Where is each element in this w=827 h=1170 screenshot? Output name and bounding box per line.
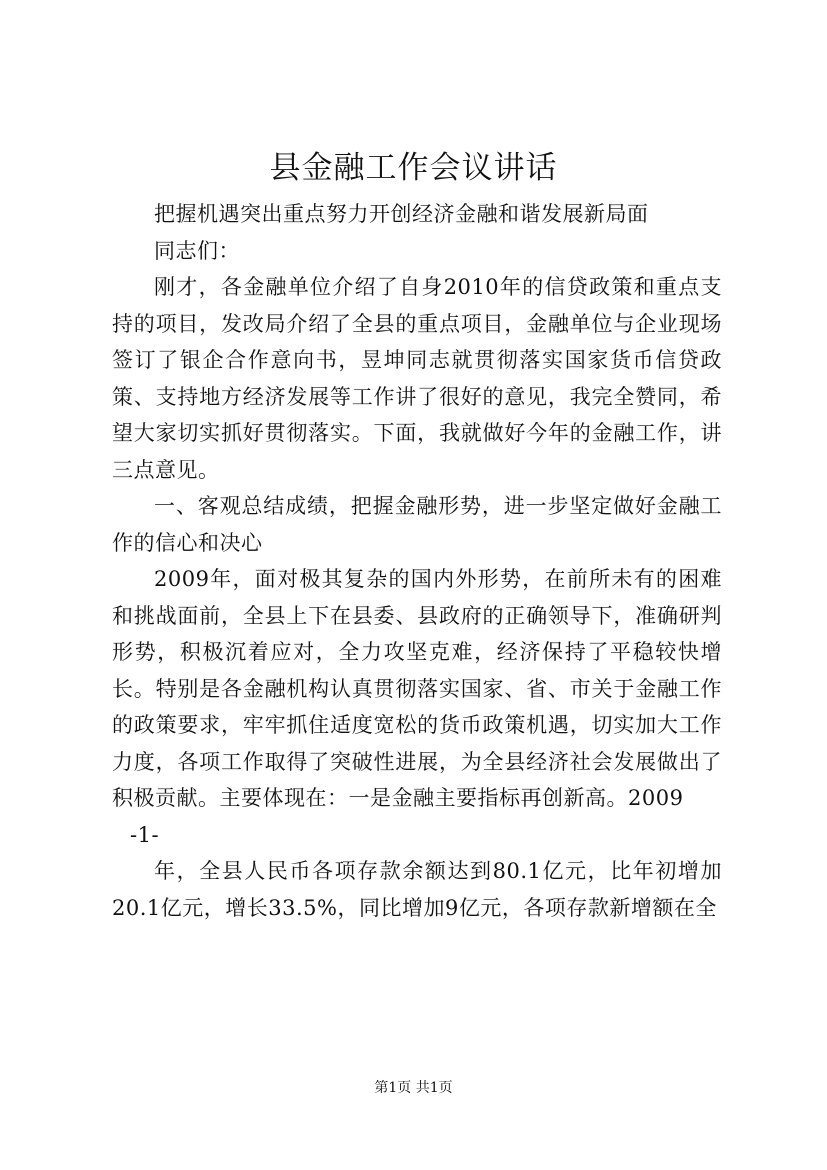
inner-page-number: -1- [130, 822, 160, 847]
body-paragraph: 2009年，面对极其复杂的国内外形势，在前所未有的困难和挑战面前，全县上下在县委、县政府的正确领导下，准确研判形势，积极沉着应对，全力攻坚克难，经济保持了平稳较快增长。特别是各金融机构认真贯彻落实国家、省、市关于金融工作的政策要求，牢牢抓住适度宽松的货币政策机遇，切实加大工作力度，各项工作取得了突破性进展，为全县经济社会发展做出了积极贡献。主要体现在：一是金融主要指标再创新高。2009 [112, 567, 722, 810]
page-footer: 第1页 共1页 [374, 1080, 453, 1096]
continuation-paragraph: 年，全县人民币各项存款余额达到80.1亿元，比年初增加20.1亿元，增长33.5%，同比增加9亿元，各项存款新增额在全 [112, 859, 722, 920]
salutation-paragraph: 同志们： [154, 238, 240, 263]
body-paragraph: 刚才，各金融单位介绍了自身2010年的信贷政策和重点支持的项目，发改局介绍了全县的重点项目，金融单位与企业现场签订了银企合作意向书，昱坤同志就贯彻落实国家货币信贷政策、支持地方经济发展等工作讲了很好的意见，我完全赞同，希望大家切实抓好贯彻落实。下面，我就做好今年的金融工作，讲三点意见。 [112, 275, 722, 482]
section-heading: 一、客观总结成绩，把握金融形势，进一步坚定做好金融工作的信心和决心 [112, 494, 722, 555]
document-title: 县金融工作会议讲话 [269, 150, 558, 186]
document-body [112, 196, 722, 926]
subtitle-paragraph: 把握机遇突出重点努力开创经济金融和谐发展新局面 [154, 202, 649, 226]
